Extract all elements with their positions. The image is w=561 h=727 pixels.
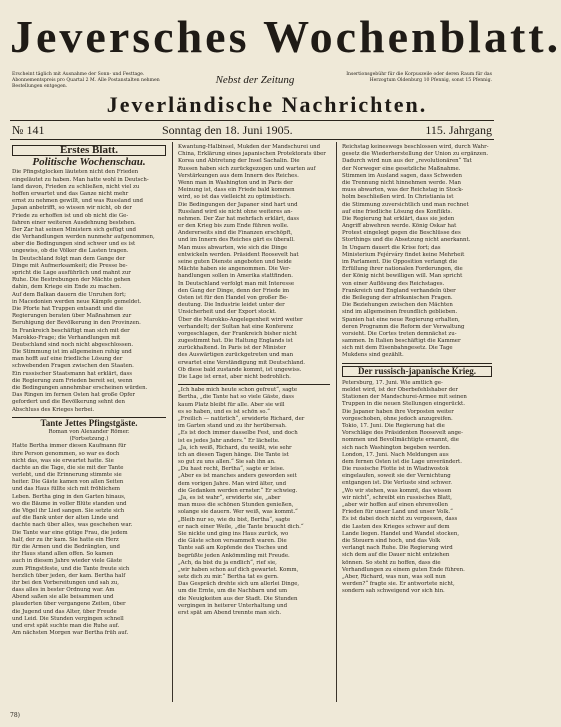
war-article — [342, 380, 492, 596]
feuilleton-line: und Leid. Die Stunden vergingen schnell — [12, 615, 124, 622]
erstes-blatt-heading: Erstes Blatt. — [12, 145, 166, 156]
article-line: Wenn man in Washington und in Paris der — [178, 179, 293, 186]
war-article-line: Petersburg, 17. Juni. Wie amtlich ge- — [342, 379, 443, 386]
feuilleton-line: herzlich über jeden, der kam. Bertha half — [12, 572, 126, 579]
article-line: die Trennung nicht hinnehmen werde. Man — [342, 179, 462, 186]
feuilleton-line: verlebt, und die Erinnerung stimmte sie — [12, 472, 122, 479]
article-line: deren Programm die Reform der Verwaltung — [342, 323, 465, 330]
issue-date: Sonntag den 18. Juni 1905. — [162, 123, 293, 137]
article-line: sind im allgemeinen freundlich geblieben. — [342, 309, 458, 316]
article-line: des Auswärtigen zurückgetreten und man — [178, 352, 294, 359]
article-line: in Macedonien werden neue Kämpfe gemeldet. — [12, 298, 142, 305]
feuilleton-line: begrüßte jeden Ankömmling mit Freude. — [178, 552, 290, 559]
article-line: zugestimmt hat. Die Haltung Englands ist — [178, 338, 293, 345]
masthead-left-meta: Erscheint täglich mit Ausnahme der Sonn- und Festtage. Abonnementspreis pro Quartal 2 M. Alle Postanstalten nehmen Bestellungen entgegen. — [12, 72, 160, 89]
war-article-line: Vorschläge des Präsidenten Roosevelt ange- — [342, 430, 463, 437]
feuilleton-line: Abend saßen sie alle beisammen und — [12, 594, 114, 601]
feuilleton-line: dem vorigen Jahre. Man wird älter, und — [178, 480, 287, 487]
article-line: Die Pfingstglocken läuteten nicht den Frieden — [12, 169, 139, 176]
feuilleton-line: nicht das, was sie erwartet hatte. Sie — [12, 457, 114, 464]
war-article-line: die Steuern sind hoch, und das Volk — [342, 537, 441, 544]
politics-article — [12, 169, 166, 413]
article-line: die Stimmung zuversichtlich und man rechnet — [342, 201, 469, 208]
article-line: Über die Marokko-Angelegenheit wird weiter — [178, 316, 303, 323]
war-article-line: „aber wir hoffen auf einen ehrenvollen — [342, 502, 448, 509]
article-line: Die Regierung hat erklärt, dass sie jeden — [342, 215, 455, 222]
article-line: Ob diese bald zustande kommt, ist ungewiss. — [178, 366, 302, 373]
article-line: In Deutschland folgt man dem Gange der — [12, 255, 126, 262]
article-line: handlungen sollen in Amerika stattfinden. — [178, 273, 293, 280]
feuilleton-line: solange sie dauern. Wer weiß, was kommt.“ — [178, 509, 298, 516]
war-article-line: London, 17. Juni. Nach Meldungen aus — [342, 451, 449, 458]
article-line: und im Innern des Reiches gärt es überall. — [178, 237, 295, 244]
article-line: fahren einer weiteren Ausdehnung bestehen. — [12, 219, 136, 226]
article-line: Erfüllung ihrer nationalen Forderungen, die — [342, 266, 463, 273]
article-line: auf eine friedliche Lösung des Konflikts. — [342, 208, 453, 215]
feuilleton-line: ihr Haus stand allen offen. So kamen — [12, 551, 114, 558]
feuilleton-line: kaum Platz bleibt für alle. Aber sie will — [178, 401, 285, 408]
feuilleton-text — [12, 443, 166, 637]
masthead-subtitle-center: Nebst der Zeitung — [215, 74, 295, 86]
issue-bottom-rule — [10, 139, 494, 140]
feuilleton-line: zum Pfingstfeste, und die Tante freute sich — [12, 565, 130, 572]
column-divider-2 — [336, 142, 337, 702]
war-article-line: verlangt nach Ruhe. Die Regierung wird — [342, 545, 453, 552]
feuilleton-line: so gut zu uns allen.“ Sie sah ihn an. — [178, 459, 276, 466]
article-line: der König nicht bewilligen will. Man spricht — [342, 273, 463, 280]
article-line: schwebenden Fragen zwischen den Staaten. — [12, 363, 134, 370]
issue-year: 115. Jahrgang — [425, 123, 492, 137]
feuilleton-line: ihr bei den Vorbereitungen und sah zu, — [12, 579, 119, 586]
feuilleton-line: wo die Bäume in voller Blüte standen und — [12, 500, 127, 507]
article-line: In Frankreich beschäftigt man sich mit der — [12, 327, 130, 334]
feuilleton-line: auch in diesem Jahre wieder viele Gäste — [12, 558, 122, 565]
article-line: Die Bedingungen der Japaner sind hart und — [178, 201, 298, 208]
article-line: die Regierung zum Frieden bereit sei, wenn — [12, 377, 133, 384]
feuilleton-line: ist es jedes Jahr anders.“ Er lächelte. — [178, 437, 280, 444]
article-line: gesetz die Wiederherstellung der Union zu ergänzen. — [342, 151, 489, 158]
war-article-line: können. So steht zu hoffen, dass die — [342, 559, 441, 566]
feuilleton-line: Leben. Bertha ging in den Garten hinaus, — [12, 493, 126, 500]
issue-top-rule — [10, 120, 494, 121]
article-line: den Gang der Dinge, denn der Friede im — [178, 287, 290, 294]
article-line: Ministerium Fejérváry findet keine Mehrheit — [342, 251, 465, 258]
war-article-line: nommen und Bevollmächtigte ernannt, die — [342, 437, 459, 444]
feuilleton-line: ich an diesen Tagen hänge. Die Tante ist — [178, 451, 289, 458]
article-line: Mukdens sind gezählt. — [342, 352, 404, 359]
war-article-line: Verhandlungen zu einem guten Ende führen. — [342, 566, 465, 573]
feuilleton-line: „Ja, ich weiß, Richard, du weißt, wie sehr — [178, 444, 292, 451]
masthead-title: Jeversches Wochenblatt. — [10, 11, 561, 62]
war-article-line: die Lasten des Krieges schwer auf dem — [342, 523, 450, 530]
war-article-line: Stationen der Mandschurei-Armee mit seinen — [342, 394, 467, 401]
article-line: Spanien hat eine neue Regierung erhalten, — [342, 316, 460, 323]
article-line: Reichstag keineswegs beschlossen wird, durch Wahr- — [342, 144, 489, 150]
war-article-line: sich dem auf die Dauer nicht entziehen — [342, 552, 450, 559]
article-line: Osten ist für den Handel von großer Be- — [178, 294, 288, 301]
war-article-line: werden?“ fragte sie. Er antwortete nicht, — [342, 581, 455, 588]
feuilleton-line: dass alles in bester Ordnung war. Am — [12, 587, 115, 594]
feuilleton-line: dachte an die Tage, die sie mit der Tante — [12, 464, 124, 471]
politics-article-column-3 — [342, 144, 492, 360]
feuilleton-line: „wir haben schon auf dich gewartet. Komm, — [178, 566, 299, 573]
article-line: von einer Auflösung des Reichstages. — [342, 280, 445, 287]
feuilleton-line: Hatte Bertha immer diesen Kaufmann für — [12, 443, 127, 450]
article-line: die Beilegung der afrikanischen Fragen. — [342, 294, 453, 301]
article-line: Auf dem Balkan dauern die Unruhen fort; — [12, 291, 126, 298]
article-line: Meinung ist, dass ein Friede bald kommen — [178, 187, 295, 194]
article-line: er den Krieg bis zum Ende führen wolle. — [178, 223, 289, 230]
article-line: die Verhandlungen werden nunmehr aufgenommen, — [12, 234, 155, 241]
war-article-line: entgangen ist. Die Verluste sind schwer. — [342, 480, 452, 487]
feuilleton-line: für die Armen und die Bedrängten, und — [12, 543, 120, 550]
column-1 — [12, 144, 166, 704]
article-line: Russland wird sie nicht ohne weiteres an- — [178, 208, 293, 215]
column-divider-1 — [172, 142, 173, 702]
article-line: gefordert und die Bevölkerung sehnt den — [12, 399, 125, 406]
war-article-line: Die russische Flotte ist in Wladiwostok — [342, 466, 449, 473]
article-line: spricht die Lage ausführlich und mahnt zur — [12, 270, 131, 277]
feuilleton-line: er nach einer Weile, „die Tante braucht dich.“ — [178, 523, 304, 530]
article-line: Friede zu erhoffen ist und ob nicht die Ge- — [12, 212, 129, 219]
masthead-right-meta: Insertionsgebühr für die Korpuszeile oder deren Raum für das Herzogtum Oldenburg 10 Pfennig, sonst 15 Pfennig. — [346, 72, 492, 83]
article-line: Storthings und die Absetzung nicht anerkannt. — [342, 237, 471, 244]
feuilleton-line: dachte nach über alles, was geschehen war. — [12, 522, 133, 529]
article-line: nehmen. Der Zar hat mehrfach erklärt, dass — [178, 215, 300, 222]
article-line: land davon, Frieden zu schließen, nicht viel zu — [12, 183, 140, 190]
article-line: Die Beziehungen zwischen den Mächten — [342, 302, 453, 309]
feuilleton-line: „Es ist doch immer dasselbe Fest, und doch — [178, 430, 298, 437]
article-line: In Deutschland verfolgt man mit Interesse — [178, 280, 295, 287]
article-line: wird, so ist das vielleicht zu optimistisch. — [178, 194, 291, 201]
article-line: im Parlament. Die Opposition verlangt die — [342, 259, 458, 265]
article-line: Stimmen im Ausland sagen, dass Schweden — [342, 172, 462, 179]
war-article-line: Truppen in die neuen Stellungen eingerückt. — [342, 401, 465, 408]
feuilleton-line: und erst spät suchte man die Ruhe auf. — [12, 623, 120, 630]
issue-number: № 141 — [12, 123, 45, 137]
feuilleton-line: Das Gespräch drehte sich um allerlei Dinge, — [178, 581, 300, 588]
article-line: Die Lage ist ernst, aber nicht bedrohlich. — [178, 374, 291, 380]
feuilleton-line: ihre Person genommen, so war es doch — [12, 450, 120, 457]
article-line: Andererseits sind die Finanzen erschöpft, — [178, 230, 293, 237]
article-line: vorsieht. Die Cortes treten demnächst zu- — [342, 330, 457, 337]
article-line: hoffen erwartet und das Ganze nicht mehr — [12, 190, 129, 197]
war-article-line: Lande liegen. Handel und Wandel stocken, — [342, 530, 460, 537]
article-line: zurückhaltend. In Paris ist der Minister — [178, 345, 286, 352]
feuilleton-line: half, der zu ihr kam. Sie hatte ein Herz — [12, 536, 119, 543]
war-article-line: „Wo wir stehen, was kommt, das wissen — [342, 487, 452, 494]
feuilleton-line: die Neuigkeiten aus der Stadt. Die Stunden — [178, 595, 298, 602]
article-line: Beruhigung der Bevölkerung in den Provinzen. — [12, 320, 141, 327]
article-line: vorgeschlagen, der Frankreich bisher nicht — [178, 330, 297, 337]
war-article-line: eingelaufen, soweit sie der Vernichtung — [342, 473, 451, 480]
war-article-line: Es ist dabei doch nicht zu vergessen, dass — [342, 516, 458, 523]
article-line: Verstärkungen aus dem Innern des Reiches. — [178, 172, 299, 179]
war-article-line: vorgeschoben, ohne jedoch anzugreifen. — [342, 415, 453, 422]
article-line: Japan anbetrifft, so wissen wir nicht, ob der — [12, 205, 132, 212]
article-line: Die Stimmung ist im allgemeinen ruhig und — [12, 349, 132, 356]
feuilleton-line: es so haben, und es ist schön so.“ — [178, 408, 270, 415]
feuilleton-line: „Du hast recht, Bertha“, sagte er leise. — [178, 466, 285, 473]
article-line: Kwantung-Halbinsel, Mukden der Mandschurei und — [178, 144, 321, 150]
article-line: Marokko-Frage; die Verhandlungen mit — [12, 334, 121, 341]
article-line: Ruhe. Die Bestrebungen der Mächte gehen — [12, 277, 131, 284]
article-line: entwickeln werden. Präsident Roosevelt hat — [178, 251, 299, 258]
article-line: Russen haben sich zurückgezogen und warten auf — [178, 165, 316, 172]
feuilleton-line: die Gäste schon versammelt waren. Die — [178, 538, 287, 545]
feuilleton-line: vergingen in heiterer Unterhaltung und — [178, 602, 288, 609]
article-line: Die Pforte hat Truppen entsandt und die — [12, 305, 124, 312]
article-line: Ein russischer Staatsmann hat erklärt, dass — [12, 370, 132, 377]
feuilleton-line: setz dich zu mir.“ Bertha tat es gern. — [178, 574, 279, 581]
article-line: sammen. In Italien beschäftigt die Kammer — [342, 338, 461, 345]
article-line: Abschluss des Krieges herbei. — [12, 406, 95, 413]
war-article-line: Die Japaner haben ihre Vorposten weiter — [342, 408, 454, 415]
article-line: deutung. Die Industrie leidet unter der — [178, 302, 285, 309]
article-line: Der Zar hat seinen Ministern sich gefügt und — [12, 226, 136, 233]
article-line: dahin, dem Kriege ein Ende zu machen. — [12, 284, 122, 291]
feuilleton-line: Die Tante war eine gütige Frau, die jedem — [12, 529, 128, 536]
war-article-line: Tokio, 17. Juni. Die Regierung hat die — [342, 422, 445, 429]
article-line: Das Ringen im fernen Osten hat große Opfer — [12, 392, 135, 399]
issue-bar — [12, 123, 492, 139]
article-line: die Bedingungen annehmbar erscheinen würden. — [12, 385, 148, 392]
politics-article-continued — [178, 144, 330, 381]
article-line: Dadurch wird nun aus der „revolutionären“ Tat — [342, 158, 472, 165]
feuilleton-line: auf die Bank unter der alten Linde und — [12, 515, 119, 522]
feuilleton-line: „Ja, es ist wahr“, erwiderte sie, „aber — [178, 495, 281, 501]
column-3 — [342, 144, 492, 704]
feuilleton-line: „Ich habe mich heute schon gefreut“, sagte — [178, 387, 298, 394]
article-line: Korea und Abtretung der Insel Sachalin. Die — [178, 158, 300, 165]
feuilleton-line: im Garten stand und zu ihr herübersah. — [178, 423, 287, 430]
feuilleton-line: Bertha, „die Tante hat so viele Gäste, dass — [178, 394, 294, 401]
feuilleton-line: die Gedanken werden ernster.“ Er schwieg. — [178, 487, 298, 494]
war-separator — [342, 363, 492, 364]
article-line: Dinge mit Aufmerksamkeit; die Presse be- — [12, 262, 128, 269]
war-article-line: sondern sah schweigend vor sich hin. — [342, 588, 445, 595]
article-line: Unsicherheit und der Export stockt. — [178, 309, 277, 316]
article-line: Angriff abwehren werde. König Oskar hat — [342, 223, 457, 230]
war-article-line: „Aber, Richard, was nun, was soll nun — [342, 573, 446, 580]
article-line: holm beschließen wird. In Christiania ist — [342, 194, 454, 201]
feuilleton-line: Tante saß am Kopfende des Tisches und — [178, 545, 288, 552]
article-line: Man muss abwarten, wie sich die Dinge — [178, 244, 288, 251]
feuilleton-title: Tante Jettes Pfingstgäste. — [40, 417, 138, 428]
column-2 — [178, 144, 330, 704]
feuilleton-line: Am nächsten Morgen war Bertha früh auf. — [12, 630, 129, 637]
article-line: Mächte haben sie angenommen. Die Ver- — [178, 266, 291, 273]
article-line: In Ungarn dauert die Krise fort; das — [342, 244, 441, 251]
article-line: aber die Bedingungen sind schwer und es ist — [12, 241, 136, 248]
footer-marker: 78) — [10, 712, 20, 719]
war-article-line: dem fernen Osten ist die Lage unverändert. — [342, 458, 462, 465]
feuilleton-line: plauderten über vergangene Zeiten, über — [12, 601, 126, 608]
article-line: man hofft auf eine friedliche Lösung der — [12, 356, 123, 363]
feuilleton-line: „Ach, da bist du ja endlich“, rief sie, — [178, 559, 277, 566]
feuilleton-line: die Jugend und das Alter, über Freude — [12, 608, 117, 615]
article-line: muss abwarten, was der Reichstag in Stock- — [342, 187, 464, 194]
feuilleton-line: die Vögel ihr Lied sangen. Sie setzte sich — [12, 508, 125, 515]
war-article-line: sich nach Washington begeben werden. — [342, 444, 451, 451]
feuilleton-text-continued — [178, 387, 330, 617]
feuilleton-author: Roman von Alexander Römer. — [48, 428, 130, 435]
politische-wochenschau-heading: Politische Wochenschau. — [32, 156, 146, 169]
war-article-line: wir nicht“, schreibt ein russisches Blatt, — [342, 494, 453, 501]
article-line: Protest eingelegt gegen die Beschlüsse des — [342, 230, 461, 237]
article-line: eingeläutet zu haben. Man hatte wohl in Deutsch- — [12, 176, 149, 183]
feuilleton-line: „Bleib nur so, wie du bist, Bertha“, sagte — [178, 516, 291, 523]
article-line: Deutschland sind noch nicht abgeschlossen. — [12, 341, 134, 348]
feuilleton-line: man muss die schönen Stunden genießen, — [178, 502, 294, 509]
feuilleton-line: und das Haus füllte sich mit fröhlichem — [12, 486, 121, 493]
feuilleton-continued: (Fortsetzung.) — [69, 436, 109, 443]
feuilleton-line: „Aber es ist manches anders geworden seit — [178, 473, 297, 480]
article-line: erwartet eine Verständigung mit Deutschland. — [178, 359, 305, 366]
article-line: China, Erklärung eines japanischen Protektorats über — [178, 151, 326, 158]
article-line: seine guten Dienste angeboten und beide — [178, 259, 292, 265]
war-heading: Der russisch-japanische Krieg. — [342, 366, 492, 377]
article-line: Frankreich und England verhandeln über — [342, 287, 456, 294]
article-line: der Norweger eine gesetzliche Maßnahme. — [342, 165, 461, 172]
feuilleton-line: um die Ernte, um die Nachbarn und um — [178, 588, 288, 595]
article-line: ernst zu nehmen gewillt, und was Russland und — [12, 198, 143, 205]
article-line: verhandelt; der Sultan hat eine Konferenz — [178, 323, 294, 330]
feuilleton-line: Sie nickte und ging ins Haus zurück, wo — [178, 530, 289, 537]
feuilleton-line: „Freilich — natürlich“, erwiderte Richard, der — [178, 415, 305, 422]
story-separator — [178, 384, 330, 385]
masthead-subtitle: Jeverländische Nachrichten. — [106, 92, 428, 117]
feuilleton-line: erst spät am Abend trennte man sich. — [178, 610, 282, 616]
war-article-line: meldet wird, ist der Oberbefehlshaber der — [342, 387, 458, 394]
feuilleton-line: heiter. Die Gäste kamen von allen Seiten — [12, 479, 124, 486]
article-line: Regierungen beraten über Maßnahmen zur — [12, 313, 132, 320]
article-line: sich mit dem Eisenbahngesetz. Die Tage — [342, 345, 453, 352]
war-article-line: Frieden für unser Land und unser Volk.“ — [342, 509, 453, 516]
article-line: ungewiss, ob die Völker die Lasten tragen. — [12, 248, 129, 255]
